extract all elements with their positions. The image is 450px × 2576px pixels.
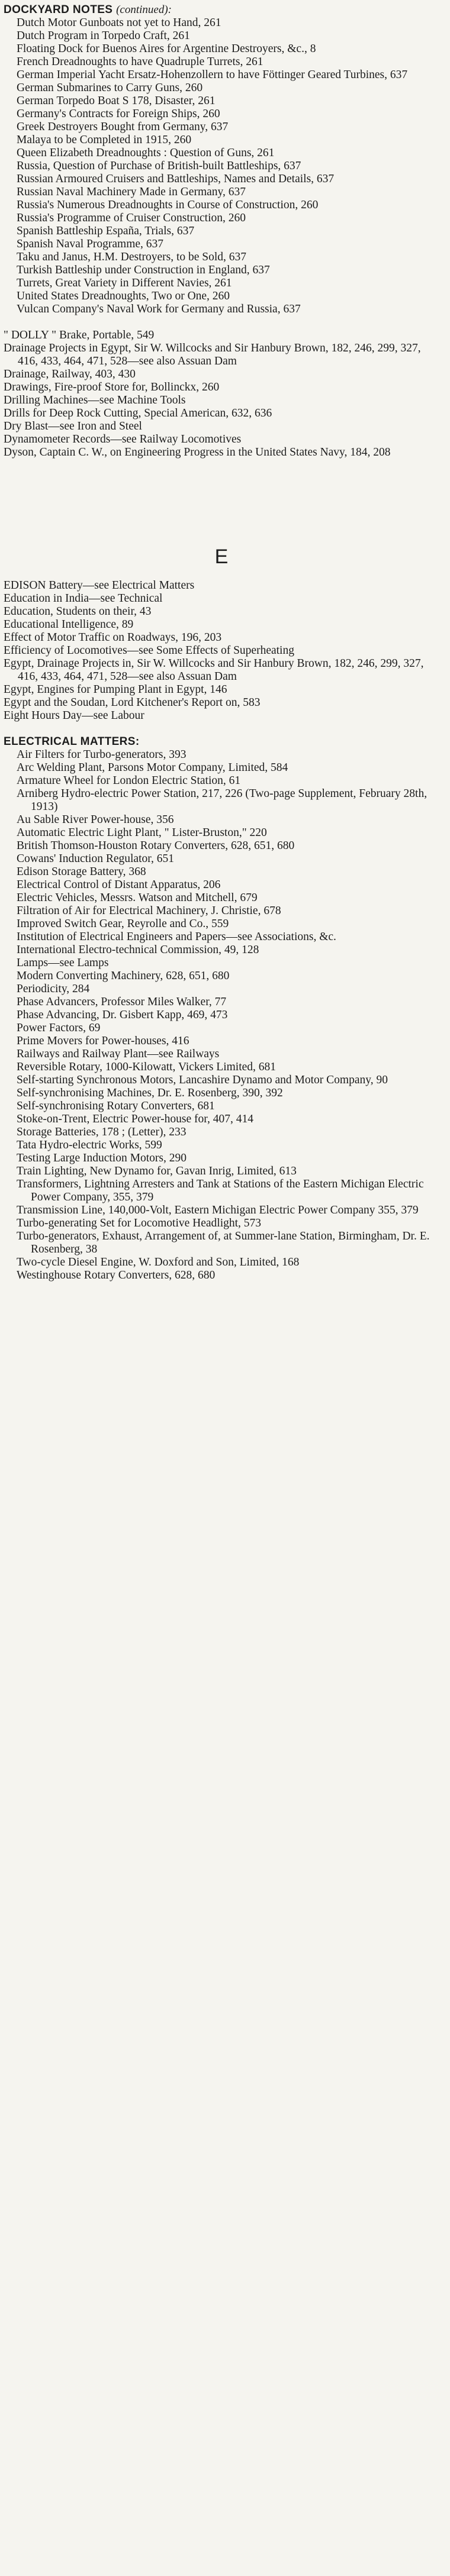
dockyard-entry: Russian Naval Machinery Made in Germany, 637 [17,186,246,198]
index-entry: Dynamometer Records—see Railway Locomotives [4,433,242,446]
dockyard-entry: Dutch Program in Torpedo Craft, 261 [17,30,190,42]
spacer [4,316,439,329]
dockyard-entry: Russia, Question of Purchase of British-built Battleships, 637 [17,160,301,172]
dockyard-entry: Malaya to be Completed in 1915, 260 [17,134,192,146]
header-continued: (continued): [116,4,172,16]
index-entry: Education, Students on their, 43 [4,605,152,618]
index-entry: " DOLLY " Brake, Portable, 549 [4,329,155,341]
electrical-entry: Edison Storage Battery, 368 [17,866,146,878]
dockyard-entry: German Torpedo Boat S 178, Disaster, 261 [17,95,216,107]
electrical-entry: Turbo-generators, Exhaust, Arrangement of, at Summer-lane Station, Birmingham, Dr. E. Rosenberg, 38 [17,1230,430,1255]
dockyard-entry: Dutch Motor Gunboats not yet to Hand, 261 [17,17,221,29]
electrical-entry: Testing Large Induction Motors, 290 [17,1152,187,1164]
electrical-entry: Stoke-on-Trent, Electric Power-house for, 407, 414 [17,1113,253,1125]
dockyard-entry: German Imperial Yacht Ersatz-Hohenzollern to have Föttinger Geared Turbines, 637 [17,69,408,81]
dockyard-list [4,17,439,316]
electrical-entry: Air Filters for Turbo-generators, 393 [17,748,187,761]
index-entry: Drawings, Fire-proof Store for, Bollinckx, 260 [4,381,220,393]
dockyard-entry: Russian Armoured Cruisers and Battleships, Names and Details, 637 [17,173,335,185]
electrical-entry: Self-synchronising Machines, Dr. E. Rosenberg, 390, 392 [17,1087,283,1099]
index-entry: Egypt, Drainage Projects in, Sir W. Willcocks and Sir Hanbury Brown, 182, 246, 299, 327, 416, 433, 464, 471, 528—see also Assuan Dam [4,657,424,683]
index-entry: Educational Intelligence, 89 [4,618,134,631]
index-entry: Egypt, Engines for Pumping Plant in Egypt, 146 [4,683,227,696]
electrical-entry: Power Factors, 69 [17,1022,101,1034]
electrical-entry: Filtration of Air for Electrical Machinery, J. Christie, 678 [17,905,281,917]
electrical-entry: Tata Hydro-electric Works, 599 [17,1139,162,1151]
header-title: DOCKYARD NOTES [4,4,113,16]
index-entry: Efficiency of Locomotives—see Some Effects of Superheating [4,644,294,657]
dockyard-entry: Russia's Numerous Dreadnoughts in Course of Construction, 260 [17,199,319,211]
dockyard-entry: Queen Elizabeth Dreadnoughts : Question of Guns, 261 [17,147,275,159]
index-entry: Effect of Motor Traffic on Roadways, 196, 203 [4,631,222,644]
electrical-entry: Armature Wheel for London Electric Station, 61 [17,774,241,787]
d-entries-list [4,329,439,459]
electrical-entry: Self-starting Synchronous Motors, Lancashire Dynamo and Motor Company, 90 [17,1074,388,1086]
dockyard-entry: Spanish Battleship España, Trials, 637 [17,225,195,237]
dockyard-entry: German Submarines to Carry Guns, 260 [17,82,203,94]
index-entry: Drainage Projects in Egypt, Sir W. Willcocks and Sir Hanbury Brown, 182, 246, 299, 327, 416, 433, 464, 471, 528—see also Assuan Dam [4,342,421,367]
section-letter: E [214,545,229,568]
spacer [4,459,439,545]
electrical-entry: Turbo-generating Set for Locomotive Headlight, 573 [17,1217,262,1229]
electrical-entry: Self-synchronising Rotary Converters, 681 [17,1100,215,1112]
electrical-list [4,748,439,1282]
electrical-entry: Transformers, Lightning Arresters and Tank at Stations of the Eastern Michigan Electric Power Company, 355, 379 [17,1178,424,1203]
index-entry: Drilling Machines—see Machine Tools [4,394,186,406]
index-entry: Education in India—see Technical [4,592,163,605]
section-header [4,4,439,17]
electrical-entry: Phase Advancing, Dr. Gisbert Kapp, 469, 473 [17,1009,228,1021]
electrical-entry: Storage Batteries, 178 ; (Letter), 233 [17,1126,187,1138]
index-entry: Egypt and the Soudan, Lord Kitchener's Report on, 583 [4,696,261,709]
e-entries-list [4,579,439,722]
electrical-entry: International Electro-technical Commission, 49, 128 [17,944,259,956]
electrical-entry: Periodicity, 284 [17,983,90,995]
electrical-entry: Cowans' Induction Regulator, 651 [17,853,174,865]
electrical-entry: Prime Movers for Power-houses, 416 [17,1035,189,1047]
index-entry: EDISON Battery—see Electrical Matters [4,579,195,592]
dockyard-entry: French Dreadnoughts to have Quadruple Turrets, 261 [17,56,263,68]
electrical-heading: ELECTRICAL MATTERS: [4,735,140,748]
index-entry: Eight Hours Day—see Labour [4,709,144,722]
dockyard-entry: Vulcan Company's Naval Work for Germany and Russia, 637 [17,303,301,315]
electrical-entry: Transmission Line, 140,000-Volt, Eastern Michigan Electric Power Company 355, 379 [17,1204,419,1216]
dockyard-entry: Germany's Contracts for Foreign Ships, 260 [17,108,220,120]
electrical-entry: British Thomson-Houston Rotary Converters, 628, 651, 680 [17,840,295,852]
electrical-entry: Arc Welding Plant, Parsons Motor Company, Limited, 584 [17,761,288,774]
dockyard-entry: Floating Dock for Buenos Aires for Argentine Destroyers, &c., 8 [17,43,316,55]
index-entry: Dry Blast—see Iron and Steel [4,420,142,432]
electrical-entry: Westinghouse Rotary Converters, 628, 680 [17,1269,216,1281]
electrical-entry: Modern Converting Machinery, 628, 651, 680 [17,970,230,982]
electrical-entry: Electric Vehicles, Messrs. Watson and Mitchell, 679 [17,892,258,904]
electrical-entry: Improved Switch Gear, Reyrolle and Co., 559 [17,918,229,930]
electrical-entry: Train Lighting, New Dynamo for, Gavan Inrig, Limited, 613 [17,1165,297,1177]
electrical-entry: Electrical Control of Distant Apparatus, 206 [17,879,221,891]
dockyard-entry: Turkish Battleship under Construction in England, 637 [17,264,270,276]
electrical-entry: Railways and Railway Plant—see Railways [17,1048,220,1060]
electrical-entry: Two-cycle Diesel Engine, W. Doxford and Son, Limited, 168 [17,1256,300,1268]
electrical-entry: Institution of Electrical Engineers and Papers—see Associations, &c. [17,931,336,943]
dockyard-entry: Greek Destroyers Bought from Germany, 637 [17,121,229,133]
electrical-entry: Lamps—see Lamps [17,957,109,969]
electrical-entry: Reversible Rotary, 1000-Kilowatt, Vickers Limited, 681 [17,1061,277,1073]
electrical-entry: Phase Advancers, Professor Miles Walker, 77 [17,996,227,1008]
electrical-entry: Au Sable River Power-house, 356 [17,814,174,826]
spacer [4,722,439,735]
dockyard-entry: Taku and Janus, H.M. Destroyers, to be Sold, 637 [17,251,247,263]
index-entry: Dyson, Captain C. W., on Engineering Progress in the United States Navy, 184, 208 [4,446,391,459]
index-entry: Drills for Deep Rock Cutting, Special American, 632, 636 [4,407,272,419]
electrical-entry: Arniberg Hydro-electric Power Station, 217, 226 (Two-page Supplement, February 28th, 1913) [17,787,427,813]
dockyard-entry: United States Dreadnoughts, Two or One, 260 [17,290,230,302]
electrical-entry: Automatic Electric Light Plant, " Lister-Bruston," 220 [17,827,267,839]
dockyard-entry: Turrets, Great Variety in Different Navies, 261 [17,277,232,289]
dockyard-entry: Spanish Naval Programme, 637 [17,238,164,250]
index-entry: Drainage, Railway, 403, 430 [4,368,136,380]
dockyard-entry: Russia's Programme of Cruiser Construction, 260 [17,212,246,224]
